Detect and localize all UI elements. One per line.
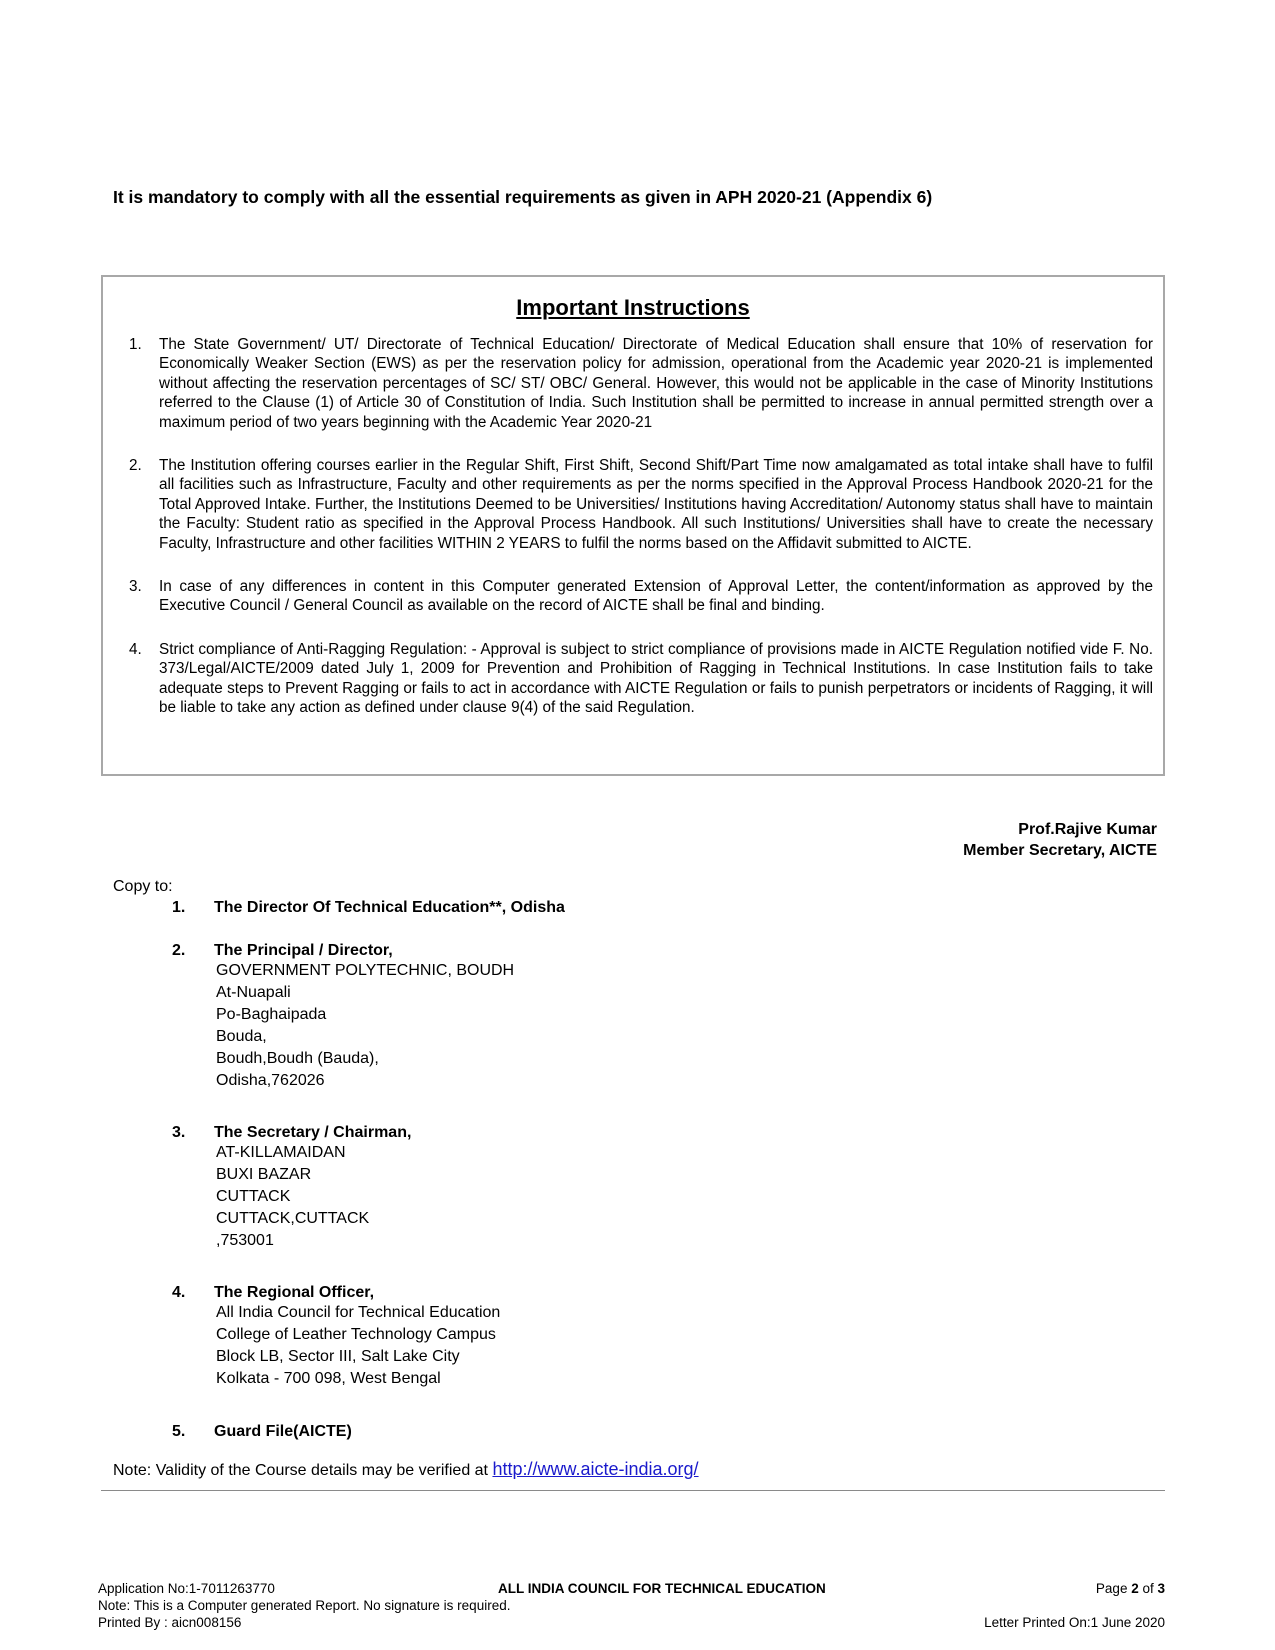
address-line: CUTTACK,CUTTACK <box>216 1210 370 1227</box>
copy-item-heading: Guard File(AICTE) <box>214 1423 352 1440</box>
page-indicator: Page 2 of 3 <box>1095 1581 1165 1596</box>
address-line: Block LB, Sector III, Salt Lake City <box>216 1348 460 1365</box>
copy-item-number: 1. <box>172 899 186 916</box>
address-line: Boudh,Boudh (Bauda), <box>216 1050 379 1067</box>
instruction-number: 4. <box>129 640 142 658</box>
validity-note <box>113 1459 699 1480</box>
council-name: ALL INDIA COUNCIL FOR TECHNICAL EDUCATION <box>498 1581 826 1596</box>
address-line: College of Leather Technology Campus <box>216 1326 496 1343</box>
address-block <box>216 960 514 1092</box>
copy-item-heading: The Secretary / Chairman, <box>214 1124 412 1141</box>
instruction-number: 3. <box>129 578 142 596</box>
instruction-number: 1. <box>129 336 142 353</box>
address-line: Kolkata - 700 098, West Bengal <box>216 1370 441 1387</box>
copy-to-item <box>172 1284 500 1390</box>
instruction-text: Strict compliance of Anti-Ragging Regulation: - Approval is subject to strict compliance of provisions made in AICTE Regulation notified vide F. No. 373/Legal/AICTE/2009 dated July 1, 2009 for Prevention and Prohibition of Ragging in Technical Institutions. In case Institution fails to take adequate steps to Prevent Ragging or fails to act in accordance with AICTE Regulation or fails to punish perpetrators or incidents of Ragging, it will be liable to take any action as defined under clause 9(4) of the said Regulation. <box>159 640 1153 717</box>
validity-note-text: Note: Validity of the Course details may be verified at <box>113 1462 493 1479</box>
address-line: CUTTACK <box>216 1188 291 1205</box>
important-instructions-box <box>101 275 1165 776</box>
instructions-list <box>129 335 1153 742</box>
address-block <box>216 1142 411 1252</box>
signatory-designation: Member Secretary, AICTE <box>963 842 1157 859</box>
address-line: AT-KILLAMAIDAN <box>216 1144 346 1161</box>
copy-item-number: 2. <box>172 942 186 959</box>
address-line: BUXI BAZAR <box>216 1166 312 1183</box>
copy-to-item <box>172 942 514 1092</box>
address-line: Po-Baghaipada <box>216 1006 327 1023</box>
copy-item-heading: The Regional Officer, <box>214 1284 375 1301</box>
copy-to-item <box>172 1124 411 1252</box>
copy-item-heading: The Principal / Director, <box>214 942 393 959</box>
address-line: Odisha,762026 <box>216 1072 325 1089</box>
instruction-item <box>129 640 1153 718</box>
page-footer <box>98 1580 1165 1631</box>
instruction-item <box>129 456 1153 553</box>
copy-item-number: 4. <box>172 1284 186 1301</box>
copy-to-label: Copy to: <box>113 878 173 895</box>
instructions-title: Important Instructions <box>516 295 750 320</box>
address-line: ,753001 <box>216 1232 274 1249</box>
instruction-text: The Institution offering courses earlier in the Regular Shift, First Shift, Second Shift/Part Time now amalgamated as total intake shall have to fulfil all facilities such as Infrastructure, Faculty and other requirements as per the norms specified in the Approval Process Handbook 2020-21 for the Total Approved Intake. Further, the Institutions Deemed to be Universities/ Institutions having Accreditation/ Autonomy status shall have to maintain the Faculty: Student ratio as specified in the Approval Process Handbook. All such Institutions/ Universities shall have to create the necessary Faculty, Infrastructure and other facilities WITHIN 2 YEARS to fulfil the norms based on the Affidavit submitted to AICTE. <box>159 457 1153 552</box>
instruction-text: In case of any differences in content in this Computer generated Extension of Approval Letter, the content/information as approved by the Executive Council / General Council as available on the record of AICTE shall be final and binding. <box>159 578 1153 615</box>
address-line: GOVERNMENT POLYTECHNIC, BOUDH <box>216 962 515 979</box>
copy-item-number: 5. <box>172 1423 186 1440</box>
mandatory-notice: It is mandatory to comply with all the essential requirements as given in APH 2020-21 (Appendix 6) <box>113 187 933 207</box>
printed-by: Printed By : aicn008156 <box>98 1615 242 1630</box>
printed-on-date: Letter Printed On:1 June 2020 <box>984 1615 1165 1630</box>
signature-block <box>963 819 1157 861</box>
computer-generated-note: Note: This is a Computer generated Report. No signature is required. <box>98 1598 511 1613</box>
signatory-name: Prof.Rajive Kumar <box>1018 821 1157 838</box>
copy-item-number: 3. <box>172 1124 186 1141</box>
aicte-website-link[interactable]: http://www.aicte-india.org/ <box>492 1459 699 1479</box>
address-line: At-Nuapali <box>216 984 291 1001</box>
instruction-number: 2. <box>129 457 142 475</box>
address-line: All India Council for Technical Education <box>216 1304 501 1321</box>
copy-to-item <box>172 1423 352 1441</box>
instruction-item <box>129 577 1153 616</box>
instruction-text: The State Government/ UT/ Directorate of Technical Education/ Directorate of Medical Education shall ensure that 10% of reservation for Economically Weaker Section (EWS) as per the reservation policy for admission, operational from the Academic year 2020-21 is implemented without affecting the reservation percentages of SC/ ST/ OBC/ General. However, this would not be applicable in the case of Minority Institutions referred to the Clause (1) of Article 30 of Constitution of India. Such Institution shall be permitted to increase in annual permitted strength over a maximum period of two years beginning with the Academic Year 2020-21 <box>159 336 1153 431</box>
address-line: Bouda, <box>216 1028 267 1045</box>
instruction-item <box>129 335 1153 432</box>
footer-divider <box>101 1490 1165 1491</box>
copy-to-item <box>172 899 565 917</box>
copy-item-heading: The Director Of Technical Education**, Odisha <box>214 899 565 916</box>
application-number: Application No:1-7011263770 <box>98 1581 275 1596</box>
address-block <box>216 1302 500 1390</box>
